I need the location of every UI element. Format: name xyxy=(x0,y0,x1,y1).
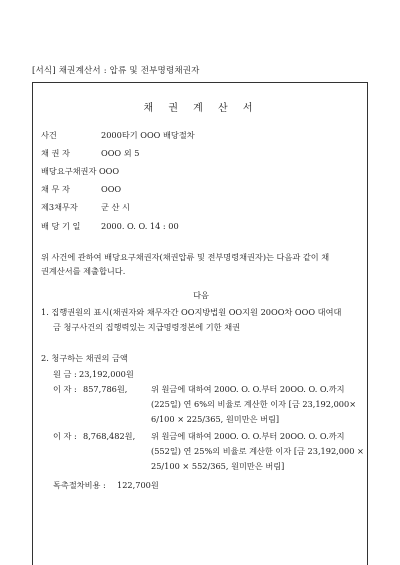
field-value-distribution-date: 2000. O. O. 14 : 00 xyxy=(101,221,179,231)
cost-value: 122,700원 xyxy=(117,480,159,490)
field-value-debtor: OOO xyxy=(101,184,122,194)
item1-line-1: 1. 집행권원의 표시(채권자와 채무자간 OO지방법원 OO지원 20OO차 OOO 대여대 xyxy=(41,307,342,317)
field-value-third-debtor: 군 산 시 xyxy=(101,202,130,212)
item1-line-2: 금 청구사건의 집행력있는 지급명령정본에 기한 채권 xyxy=(53,322,241,332)
field-label-distribution-date: 배 당 기 일 xyxy=(41,221,81,231)
intro-line-1: 위 사건에 관하여 배당요구채권자(채권압류 및 전부명령채권자)는 다음과 같이 채 xyxy=(41,252,330,262)
interest1-line-2: (225일) 연 6%의 비율로 계산한 이자 [금 23,192,000× xyxy=(151,399,357,409)
document-frame xyxy=(32,82,368,565)
interest2-label: 이 자 : xyxy=(53,431,77,441)
principal-value: 23,192,000원 xyxy=(79,369,134,379)
field-label-case: 사건 xyxy=(41,130,57,140)
interest1-amount: 857,786원, xyxy=(83,384,128,394)
interest1-line-1: 위 원금에 대하여 200O. O. O.부터 20OO. O. O.까지 xyxy=(151,384,345,394)
principal-label: 원 금 : xyxy=(53,369,77,379)
intro-line-2: 권계산서를 제출합니다. xyxy=(41,266,126,276)
section-heading-next: 다음 xyxy=(193,290,209,300)
field-label-claim-creditor: 배당요구채권자 OOO xyxy=(41,166,120,176)
field-value-case: 2000타기 OOO 배당절차 xyxy=(101,130,195,140)
field-label-creditor: 채 권 자 xyxy=(41,148,70,158)
interest2-line-1: 위 원금에 대하여 200O. O. O.부터 20OO. O. O.까지 xyxy=(151,431,345,441)
interest2-amount: 8,768,482원, xyxy=(83,431,136,441)
interest1-label: 이 자 : xyxy=(53,384,77,394)
field-value-creditor: OOO 외 5 xyxy=(101,148,140,158)
field-label-third-debtor: 제3채무자 xyxy=(41,202,78,212)
field-label-debtor: 채 무 자 xyxy=(41,184,70,194)
interest2-line-2: (552일) 연 25%의 비율로 계산한 이자 [금 23,192,000 × xyxy=(151,446,364,456)
document-title: 채 권 계 산 서 xyxy=(143,103,259,114)
form-header: [서식] 채권계산서 : 압류 및 전부명령채권자 xyxy=(32,66,200,76)
interest2-line-3: 25/100 × 552/365, 원미만은 버림] xyxy=(151,461,285,471)
cost-label: 독촉절차비용 : xyxy=(53,480,106,490)
interest1-line-3: 6/100 × 225/365, 원미만은 버림] xyxy=(151,414,280,424)
item2-title: 2. 청구하는 채권의 금액 xyxy=(41,353,128,363)
